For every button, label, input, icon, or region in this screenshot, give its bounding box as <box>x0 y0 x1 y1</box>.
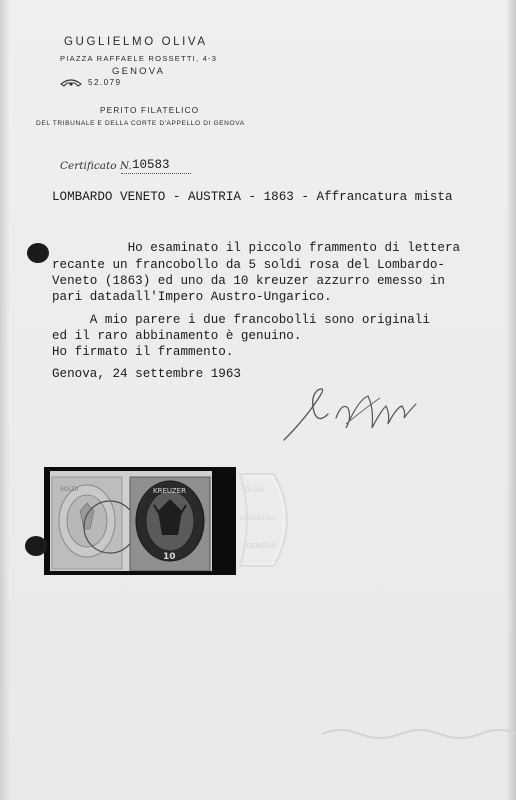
expert-phone: 52.079 <box>88 78 122 87</box>
embossed-seal <box>234 470 304 570</box>
left-stamp-label: SOLDI <box>60 486 79 493</box>
body-line: Ho firmato il frammento. <box>52 345 234 359</box>
right-stamp-label: KREUZER <box>153 487 186 495</box>
handwritten-signature <box>276 378 436 448</box>
body-line: A mio parere i due francobolli sono originali <box>52 313 430 327</box>
expert-city: GENOVA <box>112 66 166 77</box>
body-line: Veneto (1863) ed uno da 10 kreuzer azzurro emesso in <box>52 274 445 288</box>
seal-line-3: GENOVA <box>246 542 276 550</box>
expert-address: PIAZZA RAFFAELE ROSSETTI, 4-3 <box>60 54 218 63</box>
punch-hole-top <box>27 243 49 263</box>
certificate-heading: LOMBARDO VENETO - AUSTRIA - 1863 - Affrancatura mista <box>52 190 453 204</box>
certificate-label: Certificato N. <box>60 160 132 172</box>
expert-title: PERITO FILATELICO <box>100 106 200 115</box>
place-and-date: Genova, 24 settembre 1963 <box>52 367 241 381</box>
stamp-fragment-photo <box>50 471 212 571</box>
punch-hole-bottom <box>25 536 47 556</box>
body-line: Ho esaminato il piccolo frammento di lettera <box>52 241 461 255</box>
seal-line-2: GUGLIELMO <box>240 515 276 522</box>
expert-name: GUGLIELMO OLIVA <box>64 36 208 48</box>
body-line: recante un francobollo da 5 soldi rosa del Lombardo- <box>52 258 445 272</box>
show-through-faint-marks <box>320 722 516 744</box>
left-edge-shadow <box>0 0 10 800</box>
seal-line-1: OLIVA <box>244 486 265 494</box>
body-line: ed il raro abbinamento è genuino. <box>52 329 302 343</box>
telephone-icon <box>60 78 82 88</box>
body-line: pari datadall'Impero Austro-Ungarico. <box>52 290 332 304</box>
right-edge-shadow <box>506 0 516 800</box>
right-stamp-value: 10 <box>163 552 176 562</box>
certificate-number: 10583 <box>132 158 170 172</box>
expert-credentials: DEL TRIBUNALE E DELLA CORTE D'APPELLO DI GENOVA <box>36 120 245 127</box>
